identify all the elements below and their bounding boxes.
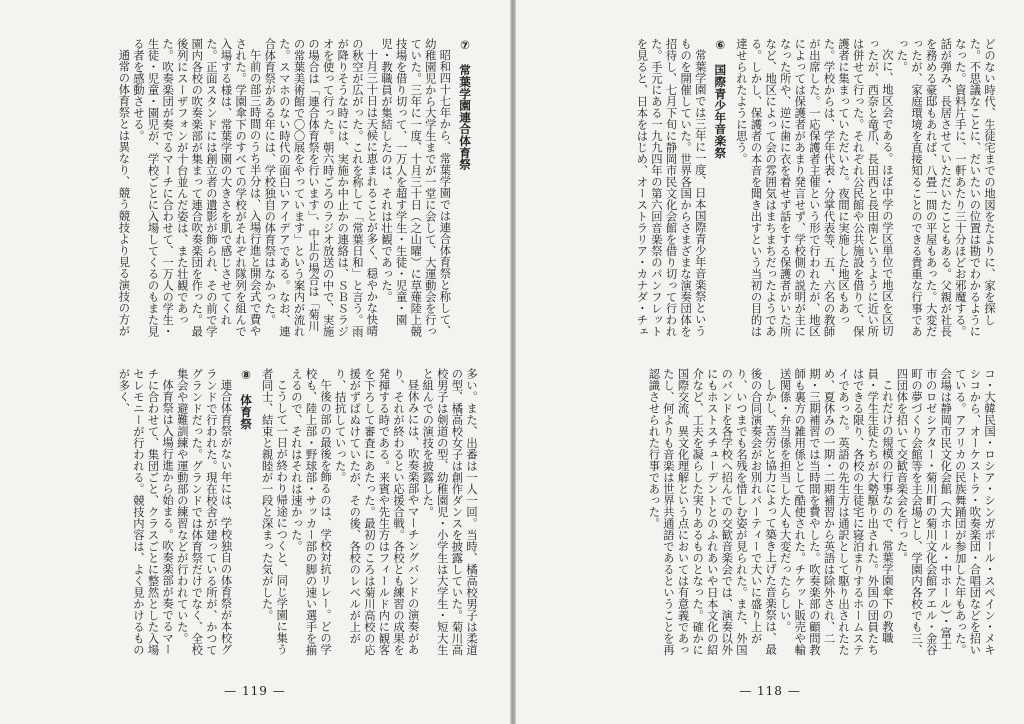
- paragraph: 午後の部の最後を飾るのは、学校対抗リレー。どの学校も、陸上部・野球部・サッカー部の脚の速い選手を揃えるので、それはそれは速かった。: [289, 368, 333, 656]
- right-page: [516, 0, 1024, 724]
- paragraph: 次に、地区会である。ほぼ中学の学区単位で地区を区切ったが、西奈と竜爪、長田西と長田南というように近い所は併せて行った。それぞれ公民館や公共施設を借りて、保護者に集まっていただいた。夜間に実施した地区もあった。学校からは、学年代表・分掌代表等、五、六名の教師が出席した。一応保護者主催という形で行われたが、地区によっては保護者があまり発言せず、学校側の説明が主になった所や、逆に歯に衣を着せず話をする保護者がいた所など、地区によって会の雰囲気はまちまちだったようである。しかし、保護者の本音を聞き出すという当初の目的は達せられたように思う。: [734, 38, 894, 337]
- paragraph: これだけの規模の行事なので、常葉学園傘下の教職員・学生生徒たちが大勢駆り出された。外国の団員たちはできる限り、各校の生徒宅に寝泊まりするホームステイであった。英語の先生方は通訳として駆り出されたため、夏休みの一期・二期補習から英語は除外され、二期・三期補習では当時間を費やした。吹奏楽部の顧問教師も裏方の雑用係として酷使された。チケット販売や輸送関係・弁当係を担当した人も大変だったらしい。: [778, 368, 894, 656]
- section-heading: ⑥ 国際青少年音楽祭: [713, 38, 728, 159]
- right-page-bottom-band: [554, 368, 996, 660]
- paragraph: しかし、苦労と協力によって築き上げた音楽祭は、最後の合同演奏会がお別れパーティーで大いに盛り上がり、いつまでも名残を惜しむ姿が見られた。また、外国のバンドを各学校へ招んでの交歓音楽会では、演奏以外にもホストスチューデントとのふれあいや日本文化の紹介など、工夫を凝らした実りあるものとなった。確かに国際交流、異文化理解という点においては有意義であったし、何よりも音楽は世界共通語であるということを再認識させられた行事であった。: [647, 368, 778, 656]
- paragraph: 常葉学園では三年に一度、日本国際青少年音楽祭というものを開催していた。世界各国からさまざまな演奏団体を招待し、七月下旬に静岡市民文化会館を借り切って行われた。手元にある一九九四年の第六回音楽祭のパンフレットを見ると、日本をはじめ、オーストラリア・カナダ・チェ: [635, 38, 707, 337]
- paragraph: 昼休みには、吹奏楽部やマーチングバンドの演奏があり、それが終わるとい応援合戦。各校とも練習の成果を発揮する時である。来賓や先生方はフィールド内に観客を下ろして審査にあたった。最初のころは菊川高校の応援がずばぬけていたが、その後、各校のレベルが上がり、拮抗していった。: [333, 368, 420, 656]
- left-page: [0, 0, 510, 724]
- section-heading: ⑧ 体育祭: [239, 368, 254, 430]
- paragraph: 連合体育祭がない年には、学校独自の体育祭が本校グランドで行われた。現在校舎が建っている所が、かつてグランドだった。グランドでは体育祭だけでなく、全校集会や避難訓練や運動部の練習などが行われていた。: [175, 368, 233, 656]
- section-heading: ⑦ 常葉学園連合体育祭: [458, 38, 472, 171]
- paragraph: 午前の部三時間のうち半分は、入場行進と開会式で費やされた。学園傘下のすべての学校がそれぞれ隊列を組んで入場する様は、常葉学園の大きさを肌で感じさせてくれた。正面スタンドには創立者の遺影が飾られ、その前で学園内各校の吹奏楽部が集まって連合吹奏楽団を作った。最後列にスーザフォンが十台並んだ姿は、また壮観であった。吹奏楽団が奏でるマーチに合わせて、一万人の学生・生徒・児童・園児が、学校ごとに入場してくるのもまた見る者を感動させる。: [131, 38, 262, 337]
- page-number: — 119 —: [224, 684, 286, 698]
- paragraph: 多い。また、出番は一人一回。当時、橘高校男子は柔道の型、橘高校女子は創作ダンスを披露していた。菊川高校男子は剣道の型、幼稚園児・小学生は大学生・短大生と組んでの演技を披露した。: [421, 368, 478, 656]
- paragraph: 昭和四十七年から、常葉学園では連合体育祭と称して、幼稚園児から大学生までが一堂に会して、大運動会を行っていた。三年に一度、十月三十日（之山曜）に草薙陸上競技場を借り切って、一万人を超す学生・生徒・児童・園児・教職員が集結したのは、それは壮観であった。: [380, 38, 452, 337]
- paragraph: どのない時代、生徒宅までの地図をたよりに、家を探した。不思議なことに、だいたいの位置は勘でわかるようになった。資料片手に、一軒あたり三十分ほどお邪魔する。話が弾み、長居させていただいたこともある。父親が社長を務める豪邸もあれば、八畳一間の平屋もあった。大変だったが、家庭環境を直接知ることのできる貴重な行事であった。: [895, 38, 996, 337]
- paragraph: 十月三十日は天候に恵まれることが多く、穏やかな快晴の秋空が広がった。これを称して「常葉日和」と言う。雨が降りそうな時には、実施か中止かの連絡は、ＳＢＳラジオを使って行った。朝六時ごろのラジオ放送の中で、実施の場合は「連合体育祭を行います」、中止の場合は「菊川の常葉美術館で〇〇展をやっています」という案内が流れた。スマホのない時代の面白いアイデアである。なお、連合体育祭がある年には、学校独自の体育祭はなかった。: [263, 38, 379, 337]
- paragraph: コ・大韓民国・ロシア・シンガポール・スペイン・メキシコから、オーケストラ・吹奏楽団・合唱団などを招いている。アフリカの民族舞踊団が参加した年もあった。会場は静岡市民文化会館（大ホール・中ホール）・富士市のロゼシアター・菊川町の菊川文化会館アエル・金谷町の夢づくり会館等を主会場とし、学園内各校でも三、四団体を招いて交歓音楽会を行った。: [895, 368, 996, 656]
- left-page-bottom-band: [38, 368, 478, 660]
- paragraph: 体育祭は入場行進から始まる。吹奏楽部が奏でるマーチに合わせて、集団ごと、クラスごとに整然とした入場セレモニーが行われる。競技内容は、よく見かけるものが多く、: [117, 368, 175, 656]
- paragraph: こうして一日が終わり帰途につくと、同じ学園に集う者同士、結束と親睦が一段と深まった気がした。: [260, 368, 289, 656]
- right-page-top-band: [554, 38, 996, 340]
- left-page-top-band: [38, 38, 478, 340]
- paragraph: 通常の体育祭とは異なり、競う競技より見る演技の方が: [117, 49, 131, 337]
- page-number: — 118 —: [739, 684, 801, 698]
